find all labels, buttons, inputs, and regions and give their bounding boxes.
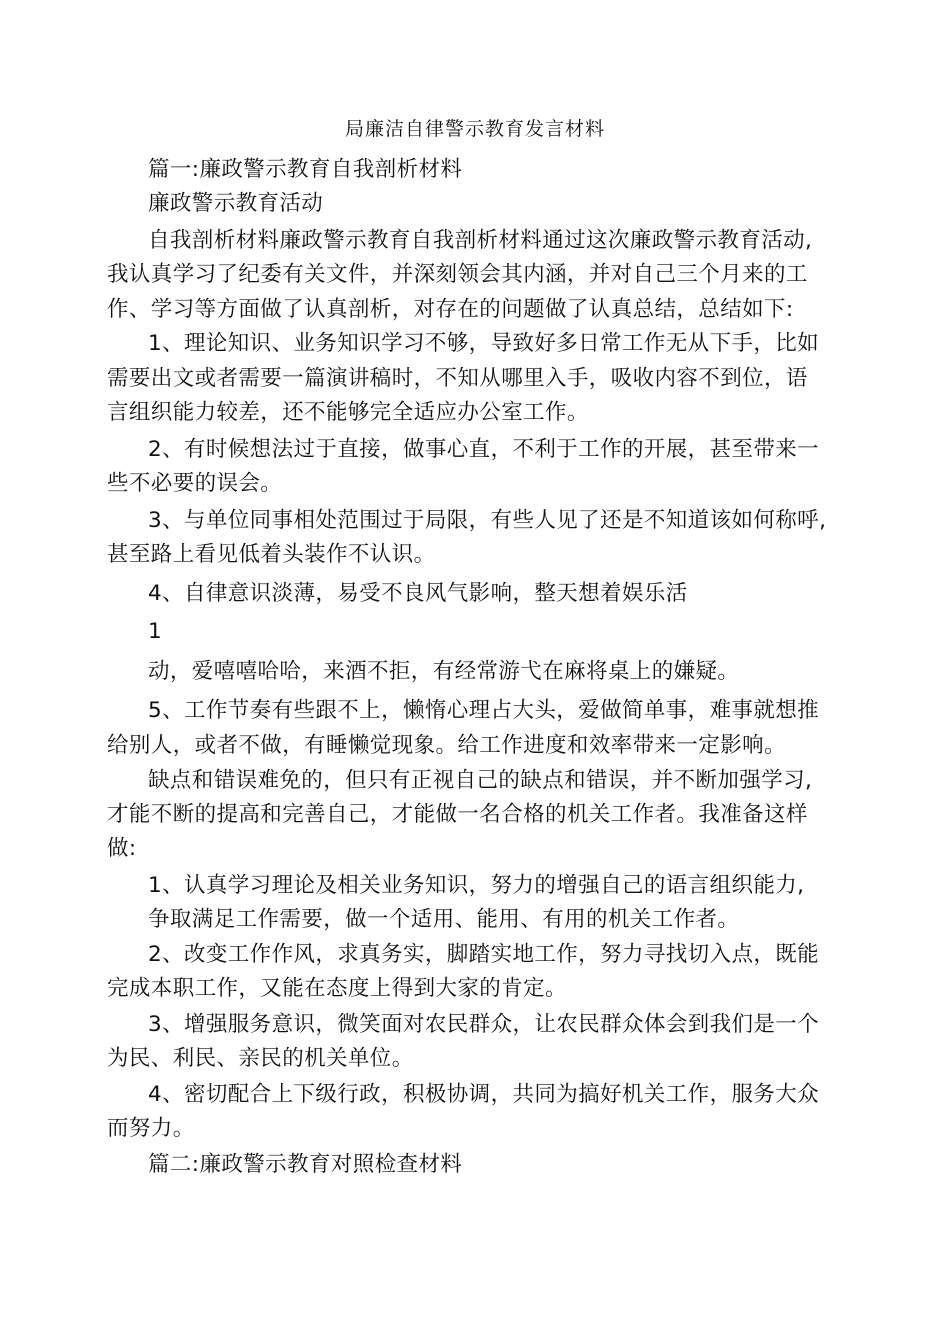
paragraph-line: 我认真学习了纪委有关文件，并深刻领会其内涵，并对自己三个月来的工 xyxy=(107,262,808,287)
paragraph-line: 4、自律意识淡薄，易受不良风气影响，整天想着娱乐活 xyxy=(148,581,688,606)
paragraph-line: 为民、利民、亲民的机关单位。 xyxy=(107,1046,414,1071)
paragraph-line: 1、认真学习理论及相关业务知识，努力的增强自己的语言组织能力, xyxy=(148,873,805,898)
paragraph-line: 需要出文或者需要一篇演讲稿时，不知从哪里入手，吸收内容不到位，语 xyxy=(107,366,808,391)
paragraph-line: 完成本职工作，又能在态度上得到大家的肯定。 xyxy=(107,976,567,1001)
paragraph-line: 2、改变工作作风，求真务实，脚踏实地工作，努力寻找切入点，既能 xyxy=(148,942,820,967)
paragraph-line: 2、有时候想法过于直接，做事心直，不利于工作的开展，甚至带来一 xyxy=(148,437,820,462)
paragraph-line: 5、工作节奏有些跟不上，懒惰心理占大头，爱做简单事，难事就想推 xyxy=(148,698,820,723)
paragraph-line: 4、密切配合上下级行政，积极协调，共同为搞好机关工作，服务大众 xyxy=(148,1082,820,1107)
paragraph-line: 3、与单位同事相处范围过于局限，有些人见了还是不知道该如何称呼, xyxy=(148,508,827,533)
paragraph-line: 争取满足工作需要，做一个适用、能用、有用的机关工作者。 xyxy=(148,907,740,932)
paragraph-line: 动，爱嘻嘻哈哈，来酒不拒，有经常游弋在麻将桌上的嫌疑。 xyxy=(148,659,740,684)
paragraph-line: 才能不断的提高和完善自己，才能做一名合格的机关工作者。我准备这样 xyxy=(107,802,808,827)
paragraph-line: 作、学习等方面做了认真剖析，对存在的问题做了认真总结，总结如下: xyxy=(107,297,794,322)
paragraph-line: 3、增强服务意识，微笑面对农民群众，让农民群众体会到我们是一个 xyxy=(148,1012,820,1037)
paragraph-line: 言组织能力较差，还不能够完全适应办公室工作。 xyxy=(107,400,589,425)
paragraph-line: 做: xyxy=(107,836,137,861)
section-heading-2: 篇二:廉政警示教育对照检查材料 xyxy=(148,1152,463,1177)
paragraph-line: 些不必要的误会。 xyxy=(107,471,283,496)
paragraph-line: 而努力。 xyxy=(107,1116,195,1141)
section-heading-1: 篇一:廉政警示教育自我剖析材料 xyxy=(148,157,463,182)
paragraph-line: 甚至路上看见低着头装作不认识。 xyxy=(107,542,436,567)
paragraph-line: 给别人，或者不做，有睡懒觉现象。给工作进度和效率带来一定影响。 xyxy=(107,733,786,758)
paragraph-line: 自我剖析材料廉政警示教育自我剖析材料通过这次廉政警示教育活动, xyxy=(148,228,813,253)
paragraph-line: 缺点和错误难免的，但只有正视自己的缺点和错误，并不断加强学习, xyxy=(148,768,813,793)
document-title: 局廉洁自律警示教育发言材料 xyxy=(344,118,605,140)
subheading: 廉政警示教育活动 xyxy=(148,191,324,216)
page-number: 1 xyxy=(148,619,163,644)
paragraph-line: 1、理论知识、业务知识学习不够，导致好多日常工作无从下手，比如 xyxy=(148,331,820,356)
